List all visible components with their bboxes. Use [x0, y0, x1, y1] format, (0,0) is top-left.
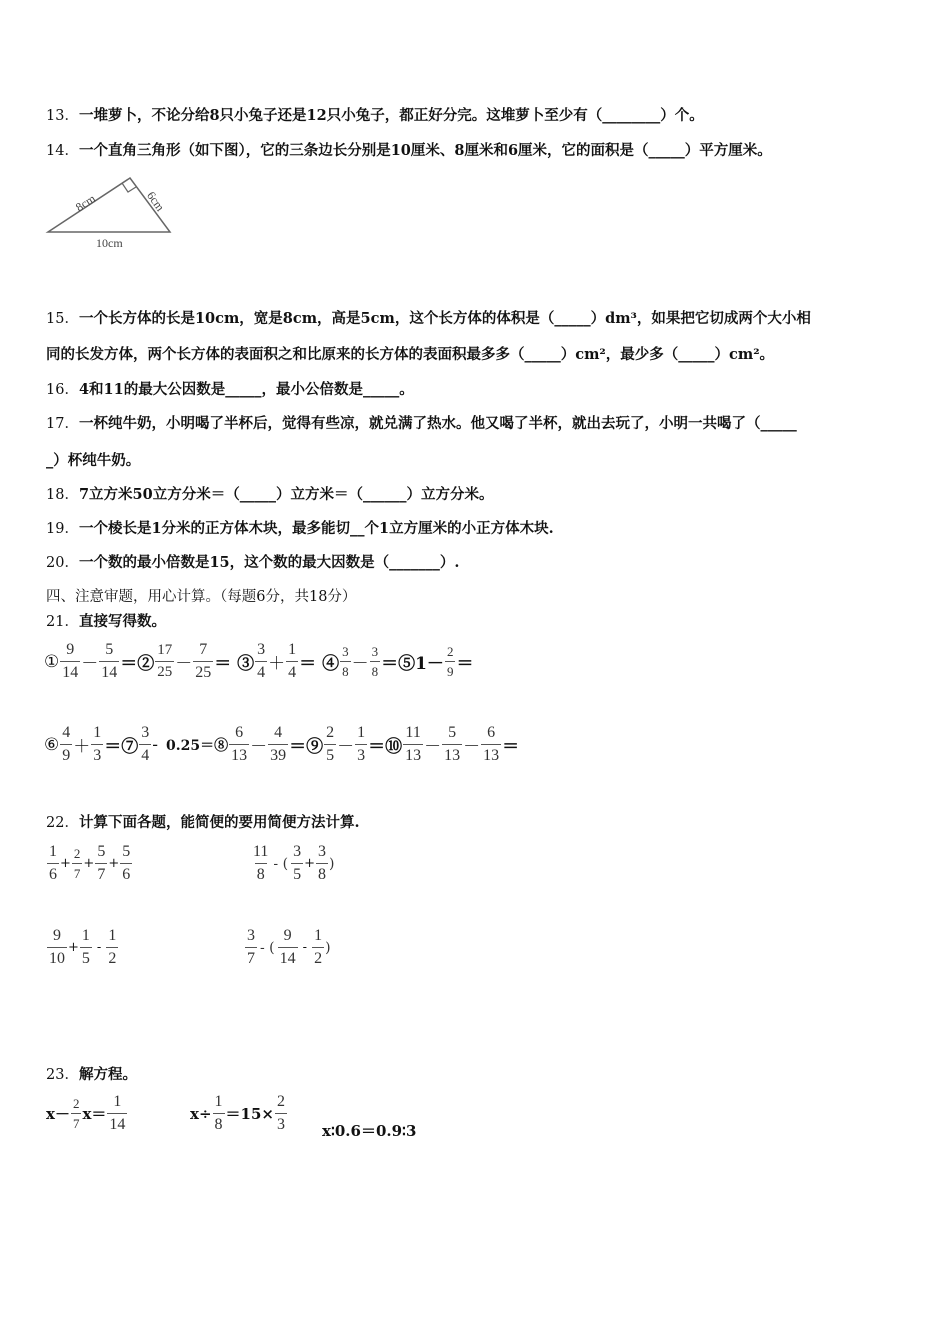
fraction: $\frac{3}{7}$ — [247, 927, 255, 967]
question-text-line2: _）杯纯牛奶。 — [46, 452, 141, 469]
fraction: $\frac{3}{8}$ — [342, 644, 349, 679]
q23-equation-2 — [190, 1094, 288, 1133]
fraction: $\frac{9}{10}$ — [49, 927, 65, 967]
close-paren: ) — [325, 939, 331, 956]
q23-equation-3 — [322, 1120, 416, 1141]
fraction: $\frac{3}{4}$ — [141, 724, 150, 764]
equals-text: ＝⑨ — [289, 737, 324, 757]
operator: － — [250, 737, 268, 757]
fraction: $\frac{9}{14}$ — [279, 927, 296, 967]
fraction: $\frac{4}{9}$ — [62, 724, 71, 764]
equation-text: x÷ — [190, 1104, 212, 1123]
side-label-8cm: 8cm — [72, 191, 98, 215]
close-paren: ) — [328, 855, 335, 872]
question-21 — [46, 610, 166, 631]
item-marker: ① — [44, 651, 60, 672]
fraction: $\frac{3}{8}$ — [371, 644, 379, 679]
equals-text: ＝ ③ — [214, 654, 255, 674]
side-label-10cm: 10cm — [96, 236, 123, 250]
fraction: $\frac{11}{13}$ — [405, 724, 422, 764]
question-number: 21． — [46, 614, 79, 630]
question-text: 一个数的最小倍数是15，这个数的最大因数是（_______）. — [78, 554, 460, 571]
fraction: $\frac{3}{5}$ — [293, 843, 302, 883]
side-label-6cm: 6cm — [144, 188, 168, 214]
question-text: 4和11的最大公因数是_____，最小公倍数是_____。 — [78, 381, 414, 398]
question-19 — [46, 517, 554, 538]
operator: - — [152, 734, 158, 755]
operator: － — [463, 737, 481, 757]
operator: - ( — [260, 939, 275, 956]
question-22 — [46, 811, 360, 832]
fraction: $\frac{5}{14}$ — [101, 641, 118, 681]
fraction: $\frac{3}{8}$ — [317, 843, 326, 883]
section-4-title: 四、注意审题，用心计算。（每题6分，共18分） — [46, 589, 357, 605]
question-15-line2 — [46, 343, 774, 364]
operator: － — [81, 654, 99, 674]
equals-text: ＝ — [456, 654, 474, 674]
fraction: $\frac{2}{7}$ — [72, 1096, 80, 1131]
equals-text: ＝② — [120, 654, 155, 674]
operator: - — [302, 940, 308, 955]
question-number: 16． — [46, 382, 79, 398]
operator: ＋ — [268, 654, 286, 674]
operator: － — [175, 654, 193, 674]
operator: ＋ — [73, 737, 91, 757]
question-number: 17． — [46, 416, 79, 432]
fraction: $\frac{9}{14}$ — [62, 641, 79, 681]
question-17-line2 — [46, 449, 140, 470]
q22-expr-2 — [250, 844, 334, 883]
right-triangle-figure — [40, 170, 180, 255]
fraction: $\frac{1}{2}$ — [108, 927, 117, 967]
fraction: $\frac{11}{8}$ — [253, 843, 269, 883]
question-20 — [46, 551, 459, 572]
question-number: 23． — [46, 1067, 79, 1083]
equals-text: ＝⑩ — [368, 737, 403, 757]
equation-text: x－ — [46, 1105, 70, 1123]
q22-expr-4 — [244, 928, 331, 967]
question-14 — [46, 139, 772, 160]
question-title: 解方程。 — [78, 1066, 137, 1083]
operator: + — [304, 856, 315, 871]
equals-text: ＝⑤1－ — [381, 654, 444, 674]
fraction: $\frac{6}{13}$ — [231, 724, 248, 764]
question-text-line2: 同的长发方体，两个长方体的表面积之和比原来的长方体的表面积最多多（_____）cm²，最少多（_____）cm²。 — [46, 346, 775, 363]
equation-text: x∶0.6＝0.9∶3 — [322, 1122, 417, 1140]
question-text: 7立方米50立方分米＝（_____）立方米＝（______）立方分米。 — [78, 486, 494, 503]
operator: － — [424, 737, 442, 757]
fraction: $\frac{2}{3}$ — [276, 1093, 285, 1133]
operator: - ( — [273, 855, 289, 872]
fraction: $\frac{5}{7}$ — [97, 843, 106, 883]
question-13 — [46, 104, 704, 125]
fraction: $\frac{1}{3}$ — [357, 724, 366, 764]
equals-text: 0.25＝⑧ — [166, 737, 229, 754]
fraction: $\frac{2}{9}$ — [446, 644, 454, 679]
operator: － — [351, 654, 369, 674]
q21-row-2 — [44, 725, 519, 764]
question-title: 直接写得数。 — [78, 613, 166, 630]
q22-expr-1 — [46, 844, 133, 883]
question-15 — [46, 307, 811, 328]
fraction: $\frac{17}{25}$ — [157, 642, 173, 680]
fraction: $\frac{3}{4}$ — [257, 641, 266, 681]
fraction: $\frac{5}{13}$ — [444, 724, 461, 764]
fraction: $\frac{1}{3}$ — [93, 724, 102, 764]
fraction: $\frac{6}{13}$ — [483, 724, 500, 764]
operator: - — [96, 940, 102, 955]
fraction: $\frac{2}{5}$ — [326, 724, 335, 764]
q21-row-1 — [44, 642, 473, 681]
question-text-line1: 一杯纯牛奶，小明喝了半杯后，觉得有些凉，就兑满了热水。他又喝了半杯，就出去玩了，小明一共喝了（_____ — [78, 415, 797, 432]
question-text: 一个棱长是1分米的正方体木块，最多能切__个1立方厘米的小正方体木块. — [78, 520, 554, 537]
q23-equation-1 — [46, 1094, 128, 1133]
fraction: $\frac{1}{8}$ — [214, 1093, 223, 1133]
equals-text: ＝⑦ — [104, 737, 139, 757]
question-text-line1: 一个长方体的长是10cm，宽是8cm，高是5cm，这个长方体的体积是（_____）dm³，如果把它切成两个大小相 — [78, 310, 811, 327]
question-18 — [46, 483, 493, 504]
question-number: 19． — [46, 521, 79, 537]
question-number: 22． — [46, 815, 79, 831]
operator: + — [83, 856, 95, 871]
question-number: 18． — [46, 487, 79, 503]
fraction: $\frac{1}{5}$ — [81, 927, 90, 967]
equation-text: ＝15× — [225, 1105, 274, 1123]
q22-expr-3 — [46, 928, 119, 967]
question-text: 一个直角三角形（如下图），它的三条边长分别是10厘米、8厘米和6厘米，它的面积是（_____）平方厘米。 — [78, 142, 772, 159]
question-16 — [46, 378, 414, 399]
operator: － — [337, 737, 355, 757]
question-number: 13． — [46, 108, 79, 124]
fraction: $\frac{1}{4}$ — [288, 641, 297, 681]
question-number: 20． — [46, 555, 79, 571]
equation-text: x＝ — [82, 1105, 107, 1123]
question-number: 15． — [46, 311, 79, 327]
fraction: $\frac{1}{6}$ — [49, 843, 57, 883]
operator: + — [60, 856, 71, 871]
equals-text: ＝ ④ — [299, 654, 340, 674]
question-17 — [46, 412, 797, 433]
fraction: $\frac{5}{6}$ — [122, 843, 131, 883]
item-marker: ⑥ — [44, 734, 60, 755]
fraction: $\frac{7}{25}$ — [195, 641, 212, 681]
question-title: 计算下面各题，能简便的要用简便方法计算. — [78, 814, 360, 831]
operator: + — [108, 856, 120, 871]
question-number: 14． — [46, 143, 79, 159]
fraction: $\frac{1}{14}$ — [109, 1093, 126, 1133]
equals-text: ＝ — [502, 737, 520, 757]
fraction: $\frac{2}{7}$ — [73, 846, 81, 881]
operator: + — [68, 940, 79, 955]
fraction: $\frac{1}{2}$ — [314, 927, 323, 967]
question-23 — [46, 1063, 137, 1084]
fraction: $\frac{4}{39}$ — [270, 724, 287, 764]
question-text: 一堆萝卜，不论分给8只小兔子还是12只小兔子，都正好分完。这堆萝卜至少有（________）个。 — [78, 107, 704, 124]
